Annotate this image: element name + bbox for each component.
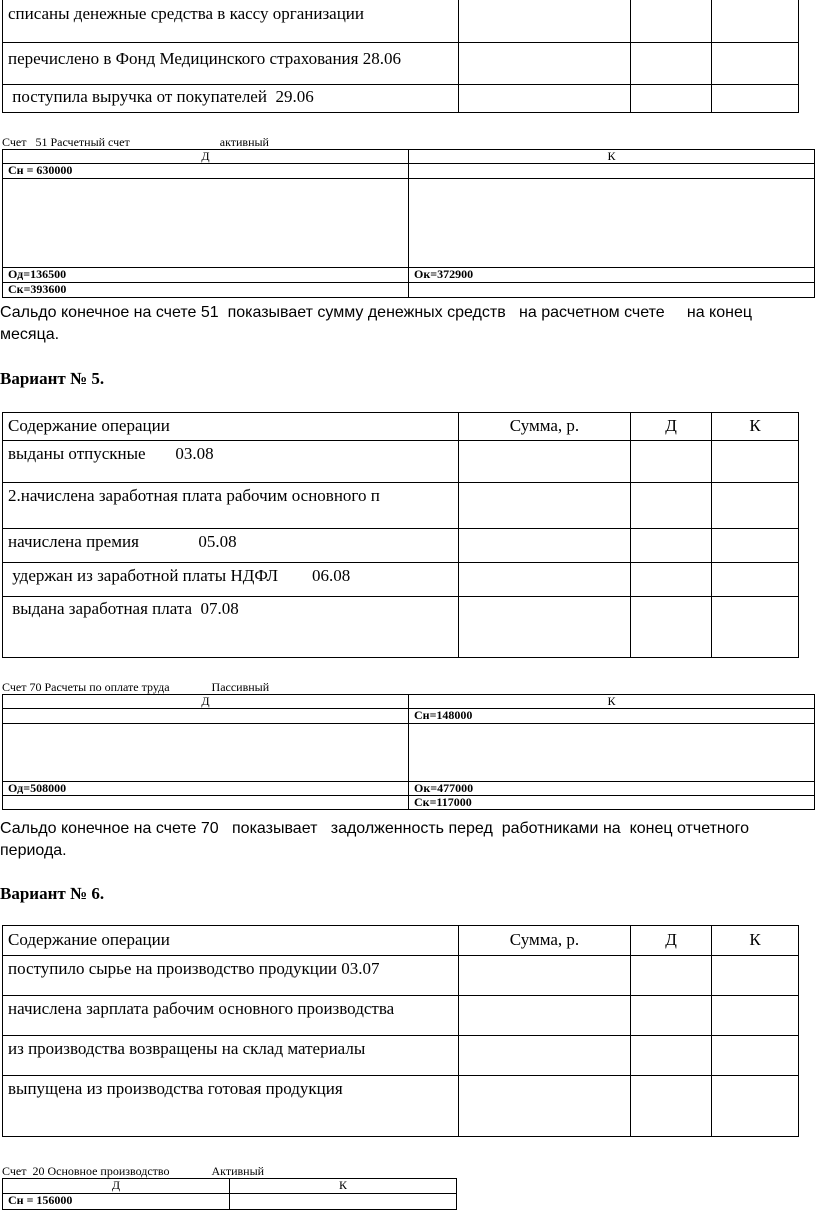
table-row bbox=[3, 441, 799, 483]
operation-cell: начислена зарплата рабочим основного производства bbox=[3, 996, 459, 1036]
note-line: месяца. bbox=[0, 326, 60, 343]
debit-column-header: Д bbox=[631, 926, 712, 956]
debit-turnover: Од=136500 bbox=[3, 268, 409, 283]
table-row bbox=[3, 996, 799, 1036]
closing-balance: Ск=117000 bbox=[409, 796, 815, 810]
note-line: периода. bbox=[0, 842, 67, 859]
sum-column-header: Сумма, р. bbox=[459, 413, 631, 441]
credit-column-header: К bbox=[712, 413, 799, 441]
operation-cell: списаны денежные средства в кассу организации bbox=[3, 0, 459, 42]
table-row bbox=[3, 1076, 799, 1137]
operation-cell: выдана заработная плата 07.08 bbox=[3, 597, 459, 658]
credit-header: К bbox=[409, 695, 815, 709]
debit-header: Д bbox=[3, 150, 409, 164]
table-header-row bbox=[3, 413, 799, 441]
table-row bbox=[3, 1036, 799, 1076]
operation-cell: начислена премия 05.08 bbox=[3, 529, 459, 563]
table-row bbox=[3, 529, 799, 563]
debit-column-header: Д bbox=[631, 413, 712, 441]
account-51-t-table bbox=[2, 149, 815, 298]
opening-balance: Сн=148000 bbox=[409, 709, 815, 724]
table-row bbox=[3, 563, 799, 597]
operation-cell: выданы отпускные 03.08 bbox=[3, 441, 459, 483]
credit-turnover: Ок=372900 bbox=[409, 268, 815, 283]
table-row bbox=[3, 84, 799, 112]
variant-5-table bbox=[2, 412, 799, 658]
note-line: Сальдо конечное на счете 70 показывает задолженность перед работниками на конец отчетного bbox=[0, 820, 750, 837]
debit-header: Д bbox=[3, 695, 409, 709]
operation-cell: из производства возвращены на склад материалы bbox=[3, 1036, 459, 1076]
credit-header: К bbox=[230, 1179, 457, 1194]
account-70-title: Счет 70 Расчеты по оплате труда Пассивный bbox=[2, 680, 270, 694]
credit-column-header: К bbox=[712, 926, 799, 956]
table-row bbox=[3, 42, 799, 84]
account-20-t-table bbox=[2, 1178, 457, 1210]
operation-cell: выпущена из производства готовая продукция bbox=[3, 1076, 459, 1137]
variant-6-heading: Вариант № 6. bbox=[0, 884, 105, 903]
sum-column-header: Сумма, р. bbox=[459, 926, 631, 956]
note-line: Сальдо конечное на счете 51 показывает сумму денежных средств на расчетном счете на конец bbox=[0, 304, 753, 321]
account-20-title: Счет 20 Основное производство Активный bbox=[2, 1164, 265, 1178]
account-51-note bbox=[0, 302, 816, 346]
table-row bbox=[3, 0, 799, 42]
operation-cell: поступила выручка от покупателей 29.06 bbox=[3, 84, 459, 112]
closing-balance: Ск=393600 bbox=[3, 283, 409, 298]
account-70-note bbox=[0, 818, 816, 862]
operation-cell: перечислено в Фонд Медицинского страхования 28.06 bbox=[3, 42, 459, 84]
opening-balance: Сн = 630000 bbox=[3, 164, 409, 179]
variant-6-table bbox=[2, 925, 799, 1137]
table-header-row bbox=[3, 926, 799, 956]
top-operations-table bbox=[2, 0, 799, 113]
account-51-title: Счет 51 Расчетный счет активный bbox=[2, 135, 269, 149]
variant-5-heading: Вариант № 5. bbox=[0, 369, 105, 388]
content-column-header: Содержание операции bbox=[3, 926, 459, 956]
credit-header: К bbox=[409, 150, 815, 164]
content-column-header: Содержание операции bbox=[3, 413, 459, 441]
account-70-t-table bbox=[2, 694, 815, 810]
operation-cell: поступило сырье на производство продукции 03.07 bbox=[3, 956, 459, 996]
debit-header: Д bbox=[3, 1179, 230, 1194]
opening-balance: Сн = 156000 bbox=[3, 1194, 230, 1210]
operation-cell: удержан из заработной платы НДФЛ 06.08 bbox=[3, 563, 459, 597]
table-row bbox=[3, 597, 799, 658]
operation-cell: 2.начислена заработная плата рабочим основного п bbox=[3, 483, 459, 529]
credit-turnover: Ок=477000 bbox=[409, 782, 815, 796]
debit-turnover: Од=508000 bbox=[3, 782, 409, 796]
table-row bbox=[3, 956, 799, 996]
table-row bbox=[3, 483, 799, 529]
